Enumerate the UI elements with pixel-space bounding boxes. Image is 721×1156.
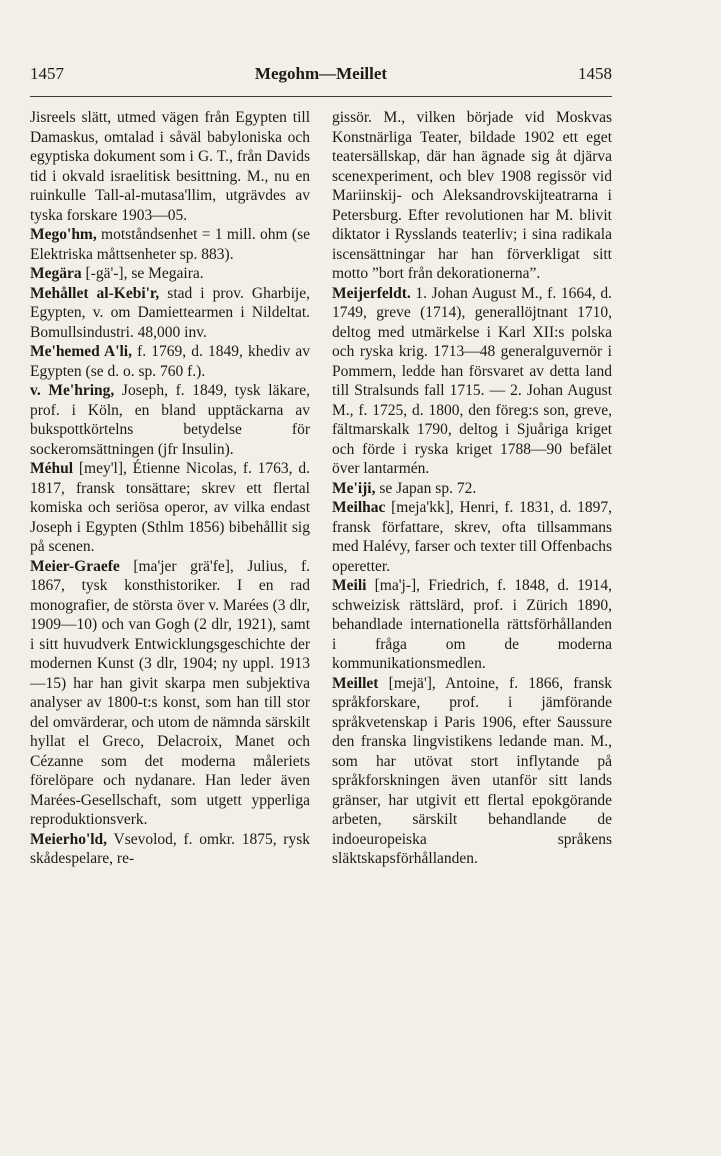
headword: Mehållet al-Kebi'r, xyxy=(30,284,160,302)
headword: Meili xyxy=(332,577,367,594)
entry: Meili [ma'j-], Friedrich, f. 1848, d. 1914, schweizisk rättslärd, prof. i Zürich 1890, behandlade internationella rättsförhållanden i fråga om de moderna kommunikationsmedlen. xyxy=(332,577,613,672)
entry: Me'iji, se Japan sp. 72. xyxy=(332,479,477,497)
entry: Méhul [mey'l], Étienne Nicolas, f. 1763, d. 1817, fransk tonsättare; skrev ett flertal komiska och seriösa operor, av vilka endast Joseph i Egypten (Sthlm 1856) bibehållit sig på scenen. xyxy=(30,460,310,555)
headword: Me'hemed A'li, xyxy=(30,343,132,360)
header-rule xyxy=(30,96,612,97)
headword: Meierho'ld, xyxy=(30,830,108,848)
headword: Meijerfeldt. xyxy=(332,284,411,302)
page-header xyxy=(30,64,612,90)
entry: Jisreels slätt, utmed vägen från Egypten till Damaskus, omtalad i såväl babyloniska och egyptiska dokument som i G. T., från Davids tid i okvald israelitisk besittning. M., nu en ruinkulle Tall-al-mutasa'llim, utgrävdes av tyska forskare 1903—05. xyxy=(30,109,310,224)
left-page-number: 1457 xyxy=(30,64,64,83)
headword: Meier-Graefe xyxy=(30,557,120,575)
entry: Meilhac [meja'kk], Henri, f. 1831, d. 1897, fransk författare, skrev, ofta tillsammans med Halévy, farser och texter till Offenbachs operetter. xyxy=(332,499,613,575)
headword: Me'iji, xyxy=(332,479,376,497)
entry: Meier-Graefe [ma'jer grä'fe], Julius, f. 1867, tysk konsthistoriker. I en rad monografier, de största över v. Marées (3 dlr, 1909—10) och van Gogh (2 dlr, 1921), samt i sitt huvudverk Entwicklungsgeschichte der modernen Kunst (3 dlr, 1904; ny uppl. 1913—15) har han givit skarpa men subjektiva analyser av 1800-t:s konst, som han till stor del omvärderar, och utom de nämnda särskilt hyllat el Greco, Delacroix, Manet och Cézanne som det moderna måleriets förelöpare och nydanare. Han leder även Marées-Gesellschaft, som utgett ypperliga reproduktionsverk. xyxy=(30,557,310,828)
entry: Mehållet al-Kebi'r, stad i prov. Gharbije, Egypten, v. om Damiettearmen i Nildeltat. Bomullsindustri. 48,000 inv. xyxy=(30,284,310,341)
headword: Meillet xyxy=(332,674,379,692)
entry: gissör. M., vilken började vid Moskvas Konstnärliga Teater, bildade 1902 ett eget teatersällskap, där han ägnade sig åt djärva scenexperiment, och blev 1908 regissör vid Mariinskij- och Aleksandrovskijteatrarna i Petersburg. Efter revolutionen har M. blivit diktator i Rysslands teaterliv; i sina radikala iscensättningar har han förverkligat sitt motto ”bort från dekorationerna”. xyxy=(332,109,612,282)
entry: Meijerfeldt. 1. Johan August M., f. 1664, d. 1749, greve (1714), generallöjtnant 1710, deltog med utmärkelse i Karl XII:s polska och ryska krig. 1713—48 generalguvernör i Pommern, ledde han försvaret av detta land till Stralsunds fall 1715. — 2. Johan August M., f. 1725, d. 1800, den föreg:s son, greve, fältmarskalk 1790, deltog i Sjuåriga kriget och förde i ryska kriget 1788—90 befälet över lantarmén. xyxy=(332,284,612,477)
entry: Meierho'ld, Vsevolod, f. omkr. 1875, rysk skådespelare, re- xyxy=(30,830,310,867)
right-page-number: 1458 xyxy=(578,64,612,83)
running-title: Megohm—Meillet xyxy=(254,64,388,83)
entry: Mego'hm, motståndsenhet = 1 mill. ohm (se Elektriska måttsenheter sp. 883). xyxy=(30,226,310,263)
headword: Meilhac xyxy=(332,499,386,516)
entry: Meillet [mejä'], Antoine, f. 1866, fransk språkforskare, prof. i jämförande språkvetenskap i Paris 1906, efter Saussure den franska lingvistikens ledande man. M., som har utövat stort inflytande på språkforskningen även utanför sitt lands gränser, har utgivit ett flertal epokgörande arbeten, särskilt behandlande de indoeuropeiska språkens släktskapsförhållanden. xyxy=(332,674,613,867)
headword: v. Me'hring, xyxy=(30,382,115,399)
headword: Mego'hm, xyxy=(30,226,97,243)
headword: Méhul xyxy=(30,460,74,477)
headword: Megära xyxy=(30,265,82,282)
entry: Me'hemed A'li, f. 1769, d. 1849, khediv av Egypten (se d. o. sp. 760 f.). xyxy=(30,343,311,380)
entry: v. Me'hring, Joseph, f. 1849, tysk läkare, prof. i Köln, en bland upptäckarna av bukspottkörtelns betydelse för sockeromsättningen (jfr Insulin). xyxy=(30,382,311,458)
entry: Megära [-gä'-], se Megaira. xyxy=(30,265,204,282)
right-column xyxy=(332,108,612,869)
left-column xyxy=(30,108,310,869)
